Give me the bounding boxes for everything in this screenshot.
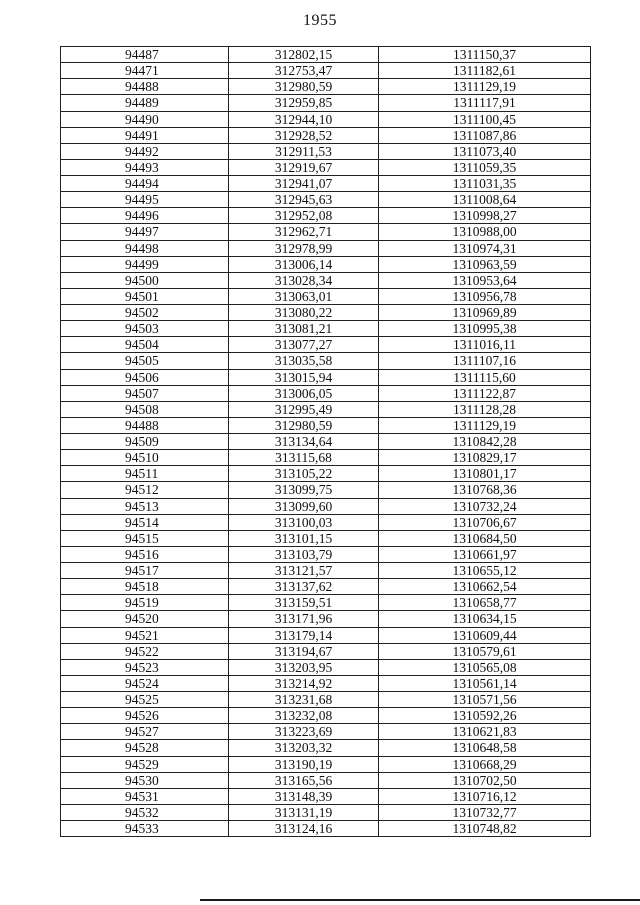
y-coordinate-cell: 1310995,38 <box>379 321 591 337</box>
x-coordinate-cell: 312753,47 <box>229 63 379 79</box>
point-number-cell: 94488 <box>61 417 229 433</box>
x-coordinate-cell: 313203,32 <box>229 740 379 756</box>
x-coordinate-cell: 313121,57 <box>229 563 379 579</box>
point-number-cell: 94503 <box>61 321 229 337</box>
x-coordinate-cell: 312911,53 <box>229 143 379 159</box>
table-row <box>61 675 591 691</box>
x-coordinate-cell: 313190,19 <box>229 756 379 772</box>
point-number-cell: 94492 <box>61 143 229 159</box>
table-row <box>61 240 591 256</box>
table-row <box>61 595 591 611</box>
table-row <box>61 530 591 546</box>
x-coordinate-cell: 313077,27 <box>229 337 379 353</box>
table-row <box>61 256 591 272</box>
y-coordinate-cell: 1311100,45 <box>379 111 591 127</box>
table-row <box>61 337 591 353</box>
x-coordinate-cell: 313099,60 <box>229 498 379 514</box>
x-coordinate-cell: 313101,15 <box>229 530 379 546</box>
table-row <box>61 353 591 369</box>
point-number-cell: 94498 <box>61 240 229 256</box>
point-number-cell: 94530 <box>61 772 229 788</box>
x-coordinate-cell: 313148,39 <box>229 788 379 804</box>
point-number-cell: 94501 <box>61 288 229 304</box>
table-row <box>61 417 591 433</box>
x-coordinate-cell: 313105,22 <box>229 466 379 482</box>
bottom-frame-line <box>200 899 640 901</box>
point-number-cell: 94522 <box>61 643 229 659</box>
point-number-cell: 94527 <box>61 724 229 740</box>
y-coordinate-cell: 1311182,61 <box>379 63 591 79</box>
table-row <box>61 321 591 337</box>
x-coordinate-cell: 313035,58 <box>229 353 379 369</box>
y-coordinate-cell: 1311008,64 <box>379 192 591 208</box>
table-row <box>61 385 591 401</box>
y-coordinate-cell: 1310732,77 <box>379 804 591 820</box>
y-coordinate-cell: 1310561,14 <box>379 675 591 691</box>
point-number-cell: 94499 <box>61 256 229 272</box>
table-row <box>61 143 591 159</box>
y-coordinate-cell: 1311129,19 <box>379 79 591 95</box>
y-coordinate-cell: 1310668,29 <box>379 756 591 772</box>
table-row <box>61 579 591 595</box>
x-coordinate-cell: 313028,34 <box>229 272 379 288</box>
y-coordinate-cell: 1310969,89 <box>379 305 591 321</box>
table-row <box>61 369 591 385</box>
table-row <box>61 563 591 579</box>
point-number-cell: 94528 <box>61 740 229 756</box>
y-coordinate-cell: 1311122,87 <box>379 385 591 401</box>
x-coordinate-cell: 313231,68 <box>229 692 379 708</box>
point-number-cell: 94516 <box>61 546 229 562</box>
point-number-cell: 94524 <box>61 675 229 691</box>
y-coordinate-cell: 1310658,77 <box>379 595 591 611</box>
point-number-cell: 94513 <box>61 498 229 514</box>
point-number-cell: 94520 <box>61 611 229 627</box>
point-number-cell: 94526 <box>61 708 229 724</box>
table-row <box>61 692 591 708</box>
table-row <box>61 821 591 837</box>
x-coordinate-cell: 313006,05 <box>229 385 379 401</box>
point-number-cell: 94489 <box>61 95 229 111</box>
x-coordinate-cell: 313124,16 <box>229 821 379 837</box>
table-row <box>61 659 591 675</box>
x-coordinate-cell: 312945,63 <box>229 192 379 208</box>
point-number-cell: 94497 <box>61 224 229 240</box>
table-row <box>61 450 591 466</box>
table-row <box>61 611 591 627</box>
y-coordinate-cell: 1310565,08 <box>379 659 591 675</box>
y-coordinate-cell: 1310571,56 <box>379 692 591 708</box>
x-coordinate-cell: 312980,59 <box>229 417 379 433</box>
x-coordinate-cell: 313115,68 <box>229 450 379 466</box>
y-coordinate-cell: 1310648,58 <box>379 740 591 756</box>
y-coordinate-cell: 1311150,37 <box>379 47 591 63</box>
coordinates-table <box>60 46 591 837</box>
x-coordinate-cell: 313194,67 <box>229 643 379 659</box>
x-coordinate-cell: 313223,69 <box>229 724 379 740</box>
x-coordinate-cell: 313015,94 <box>229 369 379 385</box>
x-coordinate-cell: 313165,56 <box>229 772 379 788</box>
x-coordinate-cell: 313137,62 <box>229 579 379 595</box>
table-row <box>61 756 591 772</box>
point-number-cell: 94531 <box>61 788 229 804</box>
x-coordinate-cell: 313134,64 <box>229 434 379 450</box>
table-row <box>61 192 591 208</box>
x-coordinate-cell: 312959,85 <box>229 95 379 111</box>
y-coordinate-cell: 1310842,28 <box>379 434 591 450</box>
point-number-cell: 94507 <box>61 385 229 401</box>
point-number-cell: 94517 <box>61 563 229 579</box>
x-coordinate-cell: 312980,59 <box>229 79 379 95</box>
y-coordinate-cell: 1310956,78 <box>379 288 591 304</box>
y-coordinate-cell: 1310706,67 <box>379 514 591 530</box>
point-number-cell: 94521 <box>61 627 229 643</box>
table-row <box>61 127 591 143</box>
point-number-cell: 94533 <box>61 821 229 837</box>
y-coordinate-cell: 1310634,15 <box>379 611 591 627</box>
y-coordinate-cell: 1310702,50 <box>379 772 591 788</box>
point-number-cell: 94490 <box>61 111 229 127</box>
table-row <box>61 111 591 127</box>
x-coordinate-cell: 312928,52 <box>229 127 379 143</box>
x-coordinate-cell: 312978,99 <box>229 240 379 256</box>
point-number-cell: 94523 <box>61 659 229 675</box>
point-number-cell: 94494 <box>61 176 229 192</box>
y-coordinate-cell: 1311073,40 <box>379 143 591 159</box>
y-coordinate-cell: 1310998,27 <box>379 208 591 224</box>
table-row <box>61 498 591 514</box>
table-row <box>61 546 591 562</box>
point-number-cell: 94487 <box>61 47 229 63</box>
table-row <box>61 288 591 304</box>
x-coordinate-cell: 313080,22 <box>229 305 379 321</box>
point-number-cell: 94509 <box>61 434 229 450</box>
point-number-cell: 94518 <box>61 579 229 595</box>
y-coordinate-cell: 1310732,24 <box>379 498 591 514</box>
point-number-cell: 94505 <box>61 353 229 369</box>
point-number-cell: 94514 <box>61 514 229 530</box>
point-number-cell: 94504 <box>61 337 229 353</box>
point-number-cell: 94529 <box>61 756 229 772</box>
y-coordinate-cell: 1310609,44 <box>379 627 591 643</box>
table-row <box>61 724 591 740</box>
y-coordinate-cell: 1310592,26 <box>379 708 591 724</box>
table-row <box>61 627 591 643</box>
x-coordinate-cell: 312944,10 <box>229 111 379 127</box>
point-number-cell: 94515 <box>61 530 229 546</box>
point-number-cell: 94506 <box>61 369 229 385</box>
x-coordinate-cell: 313081,21 <box>229 321 379 337</box>
x-coordinate-cell: 312962,71 <box>229 224 379 240</box>
y-coordinate-cell: 1310621,83 <box>379 724 591 740</box>
y-coordinate-cell: 1311059,35 <box>379 159 591 175</box>
y-coordinate-cell: 1310963,59 <box>379 256 591 272</box>
coordinates-table-body <box>61 47 591 837</box>
table-row <box>61 466 591 482</box>
table-row <box>61 47 591 63</box>
y-coordinate-cell: 1311031,35 <box>379 176 591 192</box>
y-coordinate-cell: 1310662,54 <box>379 579 591 595</box>
y-coordinate-cell: 1311115,60 <box>379 369 591 385</box>
table-row <box>61 176 591 192</box>
point-number-cell: 94511 <box>61 466 229 482</box>
y-coordinate-cell: 1311087,86 <box>379 127 591 143</box>
table-row <box>61 643 591 659</box>
y-coordinate-cell: 1310988,00 <box>379 224 591 240</box>
table-row <box>61 788 591 804</box>
table-row <box>61 401 591 417</box>
y-coordinate-cell: 1310953,64 <box>379 272 591 288</box>
y-coordinate-cell: 1310716,12 <box>379 788 591 804</box>
point-number-cell: 94493 <box>61 159 229 175</box>
point-number-cell: 94488 <box>61 79 229 95</box>
point-number-cell: 94495 <box>61 192 229 208</box>
point-number-cell: 94512 <box>61 482 229 498</box>
table-row <box>61 514 591 530</box>
x-coordinate-cell: 313179,14 <box>229 627 379 643</box>
point-number-cell: 94471 <box>61 63 229 79</box>
page-number: 1955 <box>303 12 337 29</box>
y-coordinate-cell: 1311117,91 <box>379 95 591 111</box>
x-coordinate-cell: 312995,49 <box>229 401 379 417</box>
point-number-cell: 94508 <box>61 401 229 417</box>
table-row <box>61 79 591 95</box>
y-coordinate-cell: 1310829,17 <box>379 450 591 466</box>
table-row <box>61 434 591 450</box>
point-number-cell: 94491 <box>61 127 229 143</box>
x-coordinate-cell: 313099,75 <box>229 482 379 498</box>
table-row <box>61 772 591 788</box>
x-coordinate-cell: 313171,96 <box>229 611 379 627</box>
point-number-cell: 94496 <box>61 208 229 224</box>
point-number-cell: 94510 <box>61 450 229 466</box>
x-coordinate-cell: 313214,92 <box>229 675 379 691</box>
y-coordinate-cell: 1310579,61 <box>379 643 591 659</box>
x-coordinate-cell: 313063,01 <box>229 288 379 304</box>
y-coordinate-cell: 1310684,50 <box>379 530 591 546</box>
y-coordinate-cell: 1310748,82 <box>379 821 591 837</box>
x-coordinate-cell: 313203,95 <box>229 659 379 675</box>
x-coordinate-cell: 313103,79 <box>229 546 379 562</box>
x-coordinate-cell: 313232,08 <box>229 708 379 724</box>
table-row <box>61 305 591 321</box>
table-row <box>61 272 591 288</box>
y-coordinate-cell: 1311016,11 <box>379 337 591 353</box>
x-coordinate-cell: 312919,67 <box>229 159 379 175</box>
x-coordinate-cell: 313006,14 <box>229 256 379 272</box>
point-number-cell: 94519 <box>61 595 229 611</box>
table-row <box>61 95 591 111</box>
x-coordinate-cell: 313159,51 <box>229 595 379 611</box>
point-number-cell: 94525 <box>61 692 229 708</box>
table-row <box>61 224 591 240</box>
table-row <box>61 208 591 224</box>
y-coordinate-cell: 1310655,12 <box>379 563 591 579</box>
x-coordinate-cell: 312941,07 <box>229 176 379 192</box>
x-coordinate-cell: 312952,08 <box>229 208 379 224</box>
table-row <box>61 63 591 79</box>
x-coordinate-cell: 313100,03 <box>229 514 379 530</box>
x-coordinate-cell: 313131,19 <box>229 804 379 820</box>
point-number-cell: 94502 <box>61 305 229 321</box>
y-coordinate-cell: 1310661,97 <box>379 546 591 562</box>
table-row <box>61 482 591 498</box>
y-coordinate-cell: 1310801,17 <box>379 466 591 482</box>
y-coordinate-cell: 1311129,19 <box>379 417 591 433</box>
table-row <box>61 740 591 756</box>
table-row <box>61 804 591 820</box>
table-row <box>61 159 591 175</box>
y-coordinate-cell: 1310974,31 <box>379 240 591 256</box>
table-row <box>61 708 591 724</box>
y-coordinate-cell: 1310768,36 <box>379 482 591 498</box>
y-coordinate-cell: 1311128,28 <box>379 401 591 417</box>
y-coordinate-cell: 1311107,16 <box>379 353 591 369</box>
x-coordinate-cell: 312802,15 <box>229 47 379 63</box>
point-number-cell: 94532 <box>61 804 229 820</box>
point-number-cell: 94500 <box>61 272 229 288</box>
